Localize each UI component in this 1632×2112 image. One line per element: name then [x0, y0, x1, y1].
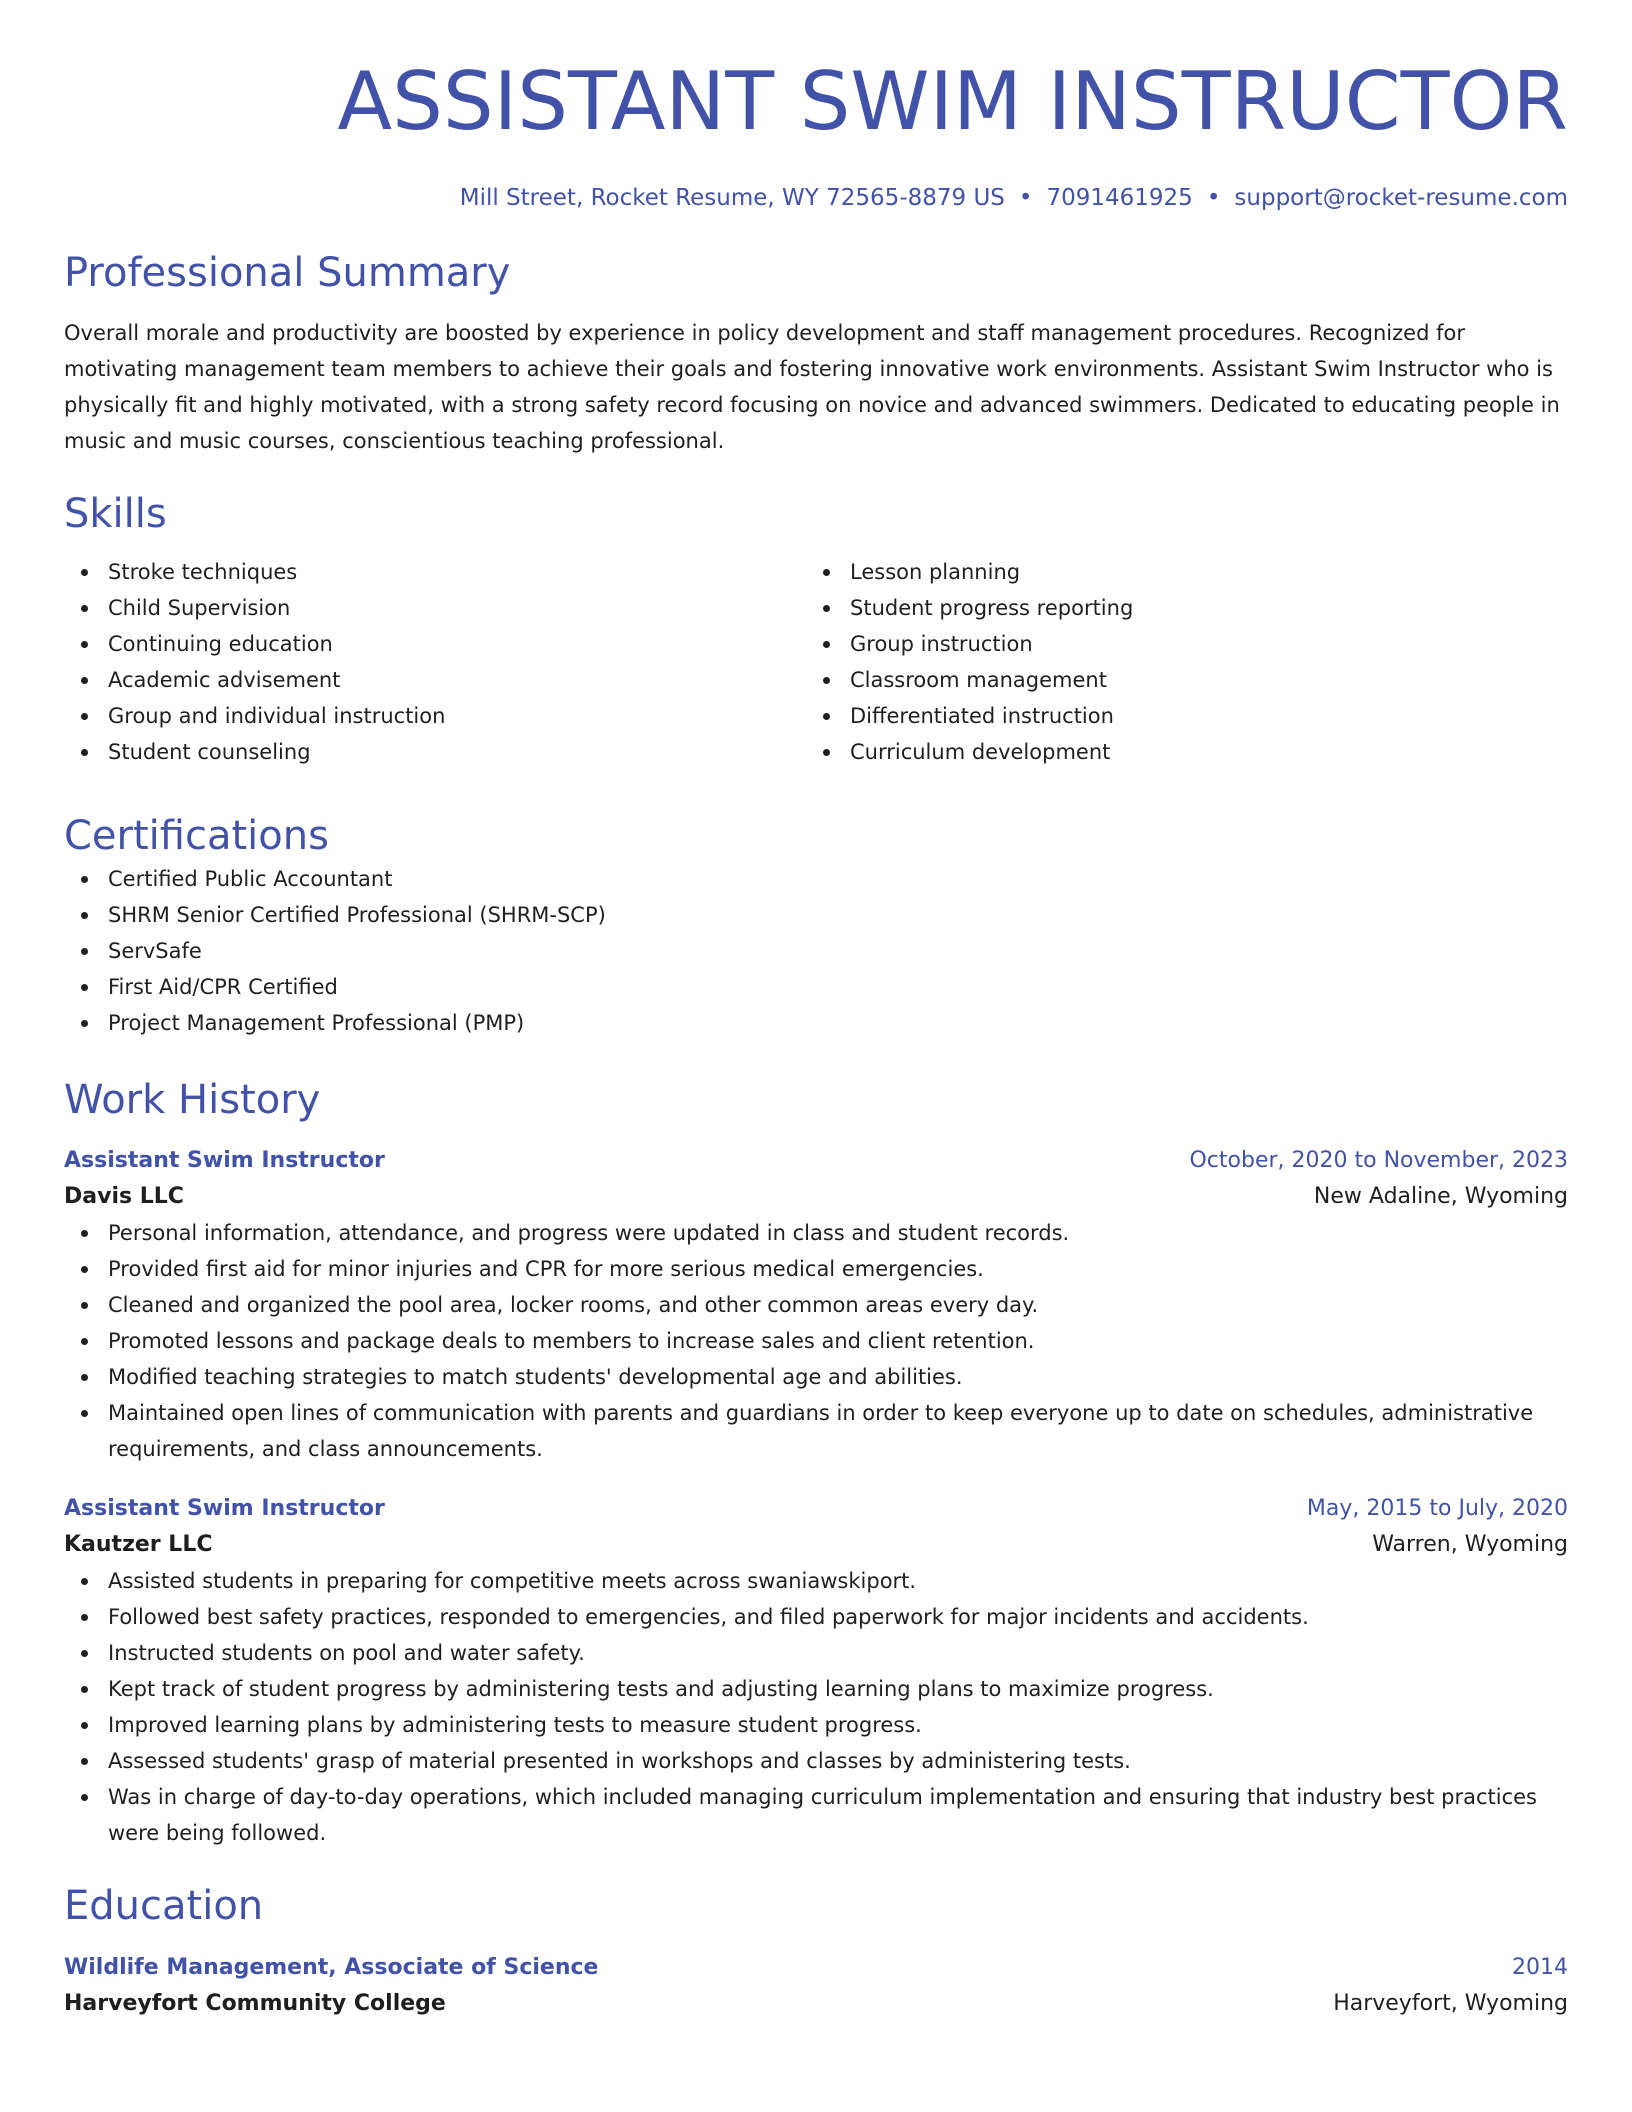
job-subheader — [64, 1527, 1568, 1563]
job-dates: May, 2015 to July, 2020 — [1306, 1496, 1568, 1521]
job-duty: Provided first aid for minor injuries and CPR for more serious medical emergencies. — [64, 1251, 1568, 1287]
education-school: Harveyfort Community College — [64, 1991, 446, 2016]
education-header — [64, 1950, 1568, 1986]
job-dates: October, 2020 to November, 2023 — [1189, 1148, 1568, 1173]
job-header — [64, 1143, 1568, 1179]
job-header — [64, 1491, 1568, 1527]
contact-line — [64, 182, 1568, 214]
summary-text: Overall morale and productivity are boosted by experience in policy development and staff management procedures. Recognized for motivating management team members to achieve their goals and fostering innovative work environments. Assistant Swim Instructor who is physically fit and highly motivated, with a strong safety record focusing on novice and advanced swimmers. Dedicated to educating people in music and music courses, conscientious teaching professional. — [64, 321, 1560, 453]
education-subheader — [64, 1986, 1568, 2022]
education-year: 2014 — [1512, 1955, 1568, 1980]
certification-item: First Aid/CPR Certified — [64, 969, 1568, 1005]
certifications-list — [64, 861, 1568, 1041]
job-duty: Assisted students in preparing for competitive meets across swaniawskiport. — [64, 1563, 1568, 1599]
certifications-heading: Certifications — [64, 813, 329, 859]
job-duty: Cleaned and organized the pool area, locker rooms, and other common areas every day. — [64, 1287, 1568, 1323]
work-history-heading: Work History — [64, 1077, 321, 1123]
skill-item: Stroke techniques — [64, 554, 806, 590]
job-duties-list — [64, 1563, 1568, 1851]
skills-heading: Skills — [64, 491, 167, 537]
job-position: Assistant Swim Instructor — [64, 1496, 385, 1521]
skills-column-left — [64, 554, 806, 770]
job-company: Davis LLC — [64, 1184, 184, 1209]
job-duty: Personal information, attendance, and progress were updated in class and student records. — [64, 1215, 1568, 1251]
skill-item: Student progress reporting — [806, 590, 1548, 626]
skill-item: Child Supervision — [64, 590, 806, 626]
certification-item: Project Management Professional (PMP) — [64, 1005, 1568, 1041]
education-degree: Wildlife Management, Associate of Science — [64, 1955, 599, 1980]
job-duty: Followed best safety practices, responded to emergencies, and filed paperwork for major incidents and accidents. — [64, 1599, 1568, 1635]
skill-item: Curriculum development — [806, 734, 1548, 770]
job-location: New Adaline, Wyoming — [1313, 1184, 1568, 1209]
job-duty: Was in charge of day-to-day operations, which included managing curriculum implementation and ensuring that industry best practices were being followed. — [64, 1779, 1568, 1851]
contact-separator: • — [1018, 185, 1033, 211]
skill-item: Academic advisement — [64, 662, 806, 698]
certification-item: SHRM Senior Certified Professional (SHRM-SCP) — [64, 897, 1568, 933]
job-duty: Instructed students on pool and water safety. — [64, 1635, 1568, 1671]
resume-name: ASSISTANT SWIM INSTRUCTOR — [337, 55, 1568, 148]
job-company: Kautzer LLC — [64, 1532, 213, 1557]
skill-item: Group instruction — [806, 626, 1548, 662]
job-duty: Modified teaching strategies to match students' developmental age and abilities. — [64, 1359, 1568, 1395]
skill-item: Lesson planning — [806, 554, 1548, 590]
skills-grid — [64, 554, 1568, 770]
job-position: Assistant Swim Instructor — [64, 1148, 385, 1173]
skill-item: Group and individual instruction — [64, 698, 806, 734]
skill-item: Classroom management — [806, 662, 1548, 698]
certification-item: Certified Public Accountant — [64, 861, 1568, 897]
job-location: Warren, Wyoming — [1372, 1532, 1568, 1557]
education-heading: Education — [64, 1883, 264, 1929]
job-subheader — [64, 1179, 1568, 1215]
skills-column-right — [806, 554, 1548, 770]
job-duty: Assessed students' grasp of material presented in workshops and classes by administering tests. — [64, 1743, 1568, 1779]
contact-phone: 7091461925 — [1046, 185, 1193, 211]
summary-heading: Professional Summary — [64, 250, 511, 296]
job-duty: Promoted lessons and package deals to members to increase sales and client retention. — [64, 1323, 1568, 1359]
job-duty: Improved learning plans by administering tests to measure student progress. — [64, 1707, 1568, 1743]
contact-address: Mill Street, Rocket Resume, WY 72565-8879 US — [459, 185, 1005, 211]
contact-email: support@rocket-resume.com — [1234, 185, 1568, 211]
contact-separator: • — [1206, 185, 1221, 211]
education-location: Harveyfort, Wyoming — [1333, 1991, 1568, 2016]
certification-item: ServSafe — [64, 933, 1568, 969]
skill-item: Continuing education — [64, 626, 806, 662]
job-duties-list — [64, 1215, 1568, 1467]
job-duty: Maintained open lines of communication with parents and guardians in order to keep everyone up to date on schedules, administrative requirements, and class announcements. — [64, 1395, 1568, 1467]
job-duty: Kept track of student progress by administering tests and adjusting learning plans to maximize progress. — [64, 1671, 1568, 1707]
skill-item: Differentiated instruction — [806, 698, 1548, 734]
skill-item: Student counseling — [64, 734, 806, 770]
